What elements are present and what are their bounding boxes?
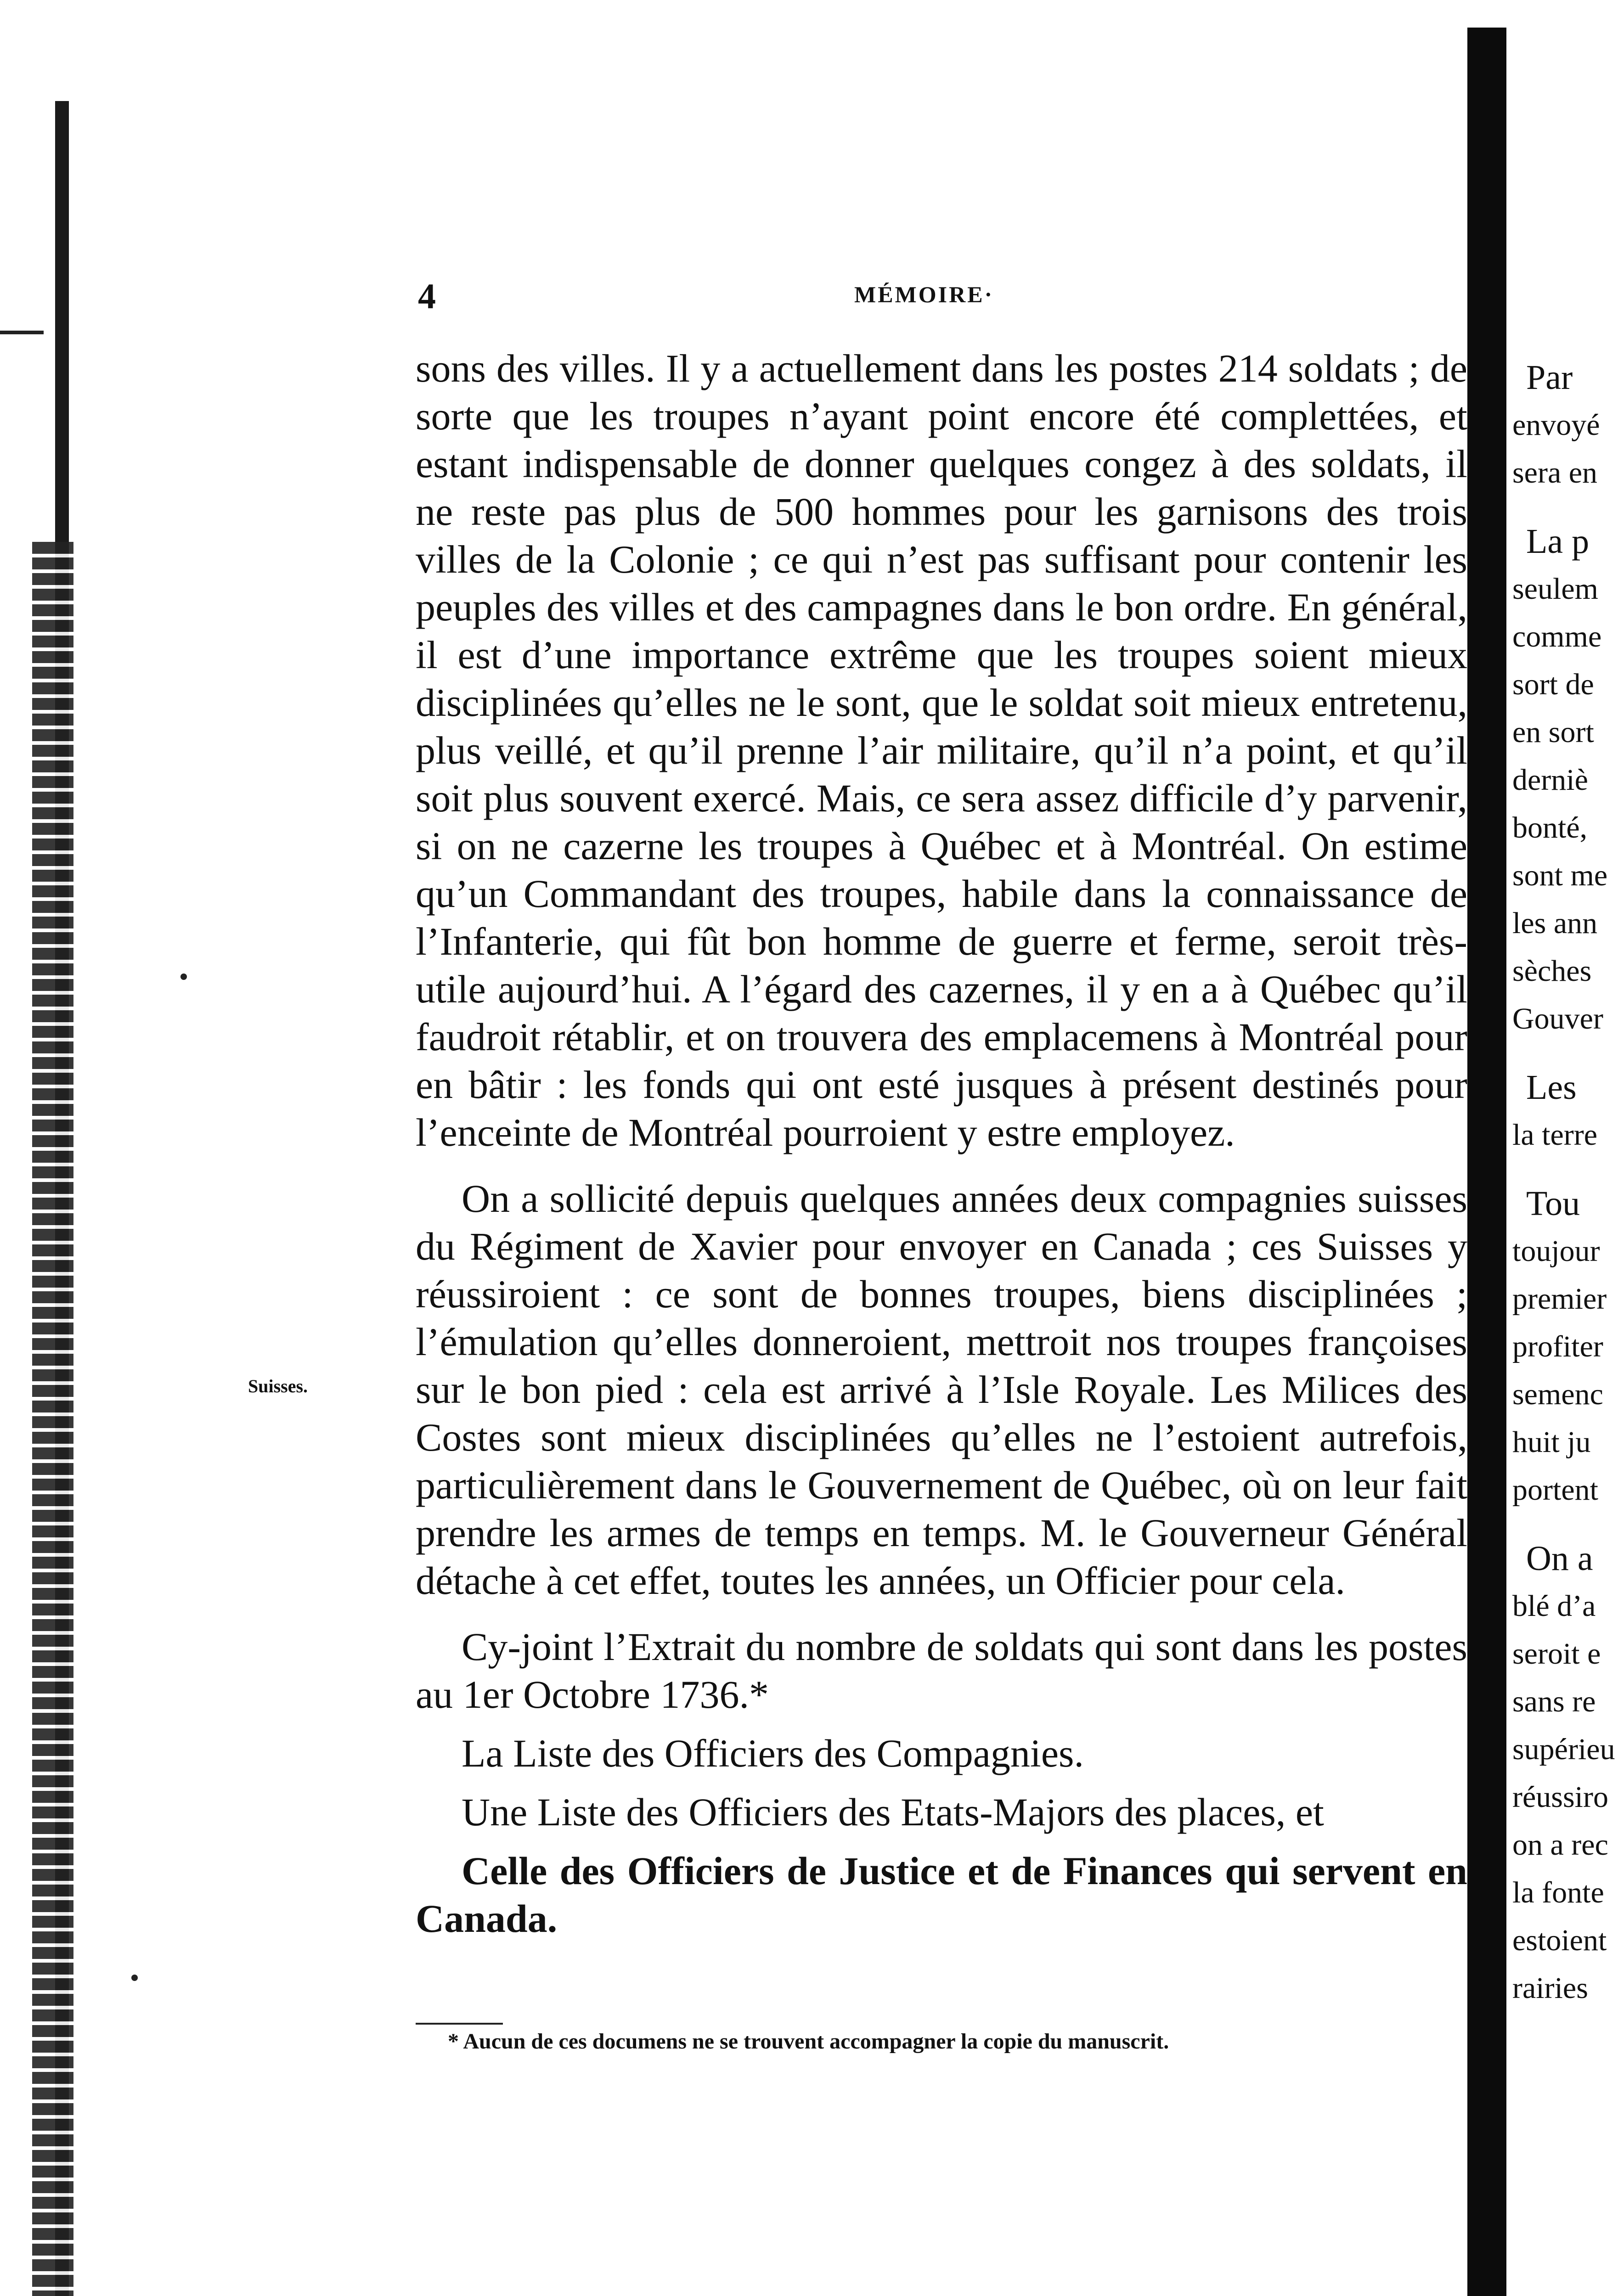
page-number: 4 <box>418 276 436 316</box>
fragment-gap <box>1512 1514 1618 1535</box>
facing-page-fragment <box>1512 354 1618 2012</box>
fragment-line: rairies <box>1512 1971 1588 2005</box>
fragment-line: sort de <box>1512 668 1594 701</box>
fragment-line: la fonte <box>1512 1876 1604 1909</box>
fragment-line: huit ju <box>1512 1425 1591 1459</box>
paragraph: Celle des Officiers de Justice et de Finances qui servent en Canada. <box>416 1849 1467 1941</box>
fragment-line: bonté, <box>1512 811 1588 844</box>
fragment-line: réussiro <box>1512 1780 1608 1814</box>
fragment-line: sans re <box>1512 1685 1596 1718</box>
fragment-line: la terre <box>1512 1118 1598 1152</box>
page-gutter <box>1467 28 1506 2296</box>
fragment-line: toujour <box>1512 1234 1600 1268</box>
paragraph: sons des villes. Il y a actuellement dans les postes 214 soldats ; de sorte que les troupes n’ayant point encore été complettées, et estant indispensable de donner quelques congez à des soldats, il ne reste pas plus de 500 hommes pour les garnisons des trois villes de la Colonie ; ce qui n’est pas suffisant pour contenir les peuples des villes et des campagnes dans le bon ordre. En général, il est d’une importance extrême que les troupes soient mieux disciplinées qu’elles ne le sont, que le soldat soit mieux entretenu, plus veillé, et qu’il prenne l’air militaire, qu’il n’a point, et qu’il soit plus souvent exercé. Mais, ce sera assez difficile d’y parvenir, si on ne cazerne les troupes à Québec et à Montréal. On estime qu’un Commandant des troupes, habile dans la connaissance de l’Infanterie, qui fût bon homme de guerre et ferme, seroit très-utile aujourd’hui. A l’égard des cazernes, il y en a à Québec qu’il faudroit rétablir, et on trouvera des emplacemens à Montréal pour en bâtir : les fonds qui ont esté jusques à présent destinés pour l’enceinte de Montréal pourroient y estre employez. <box>416 346 1467 1154</box>
fragment-line: Gouver <box>1512 1002 1603 1035</box>
fragment-gap <box>1512 1043 1618 1064</box>
fragment-gap <box>1512 1159 1618 1180</box>
fragment-line: seroit e <box>1512 1637 1601 1671</box>
fragment-line: comme <box>1512 620 1602 653</box>
margin-note: Suisses. <box>248 1376 308 1396</box>
fragment-line: les ann <box>1512 906 1598 940</box>
fragment-line: envoyé <box>1512 408 1600 442</box>
running-head: MÉMOIRE· <box>854 281 994 307</box>
fragment-line: Tou <box>1526 1184 1580 1223</box>
paragraph: Une Liste des Officiers des Etats-Majors des places, et <box>462 1790 1324 1834</box>
fragment-line: premier <box>1512 1282 1607 1316</box>
footnote-rule <box>416 2023 503 2025</box>
paragraph: Cy-joint l’Extrait du nombre de soldats qui sont dans les postes au 1er Octobre 1736.* <box>416 1625 1467 1716</box>
fragment-line: seulem <box>1512 572 1598 606</box>
paragraph: On a sollicité depuis quelques années deux compagnies suisses du Régiment de Xavier pour envoyer en Canada ; ces Suisses y réussiroient : ce sont de bonnes troupes, biens disciplinées ; l’émulation qu’elles donneroient, mettroit nos troupes françoises sur le bon pied : cela est arrivé à l’Isle Royale. Les Milices des Costes sont mieux disciplinées qu’elles ne l’estoient autrefois, particulièrement dans le Gouvernement de Québec, où on leur fait prendre les armes de temps en temps. M. le Gouverneur Général détache à cet effet, toutes les années, un Officier pour cela. <box>416 1176 1467 1603</box>
fragment-line: blé d’a <box>1512 1589 1596 1623</box>
fragment-line: sera en <box>1512 456 1598 490</box>
fragment-line: supérieu <box>1512 1733 1615 1766</box>
scan-speck <box>180 974 187 980</box>
fragment-line: La p <box>1526 522 1590 561</box>
scan-binding-shadow <box>32 542 73 2296</box>
footnote: * Aucun de ces documens ne se trouvent accompagner la copie du manuscrit. <box>448 2029 1169 2054</box>
fragment-line: en sort <box>1512 715 1594 749</box>
scan-speck <box>131 1975 138 1981</box>
main-text-column <box>416 344 1467 1961</box>
fragment-gap <box>1512 497 1618 518</box>
scan-mark <box>0 331 44 334</box>
fragment-line: derniè <box>1512 763 1588 797</box>
fragment-line: sont me <box>1512 859 1608 892</box>
paragraph: La Liste des Officiers des Compagnies. <box>462 1731 1084 1775</box>
fragment-line: Les <box>1526 1068 1577 1107</box>
fragment-line: estoient <box>1512 1924 1607 1957</box>
fragment-line: On a <box>1526 1539 1593 1578</box>
fragment-line: sèches <box>1512 954 1592 988</box>
fragment-line: Par <box>1526 358 1573 397</box>
fragment-line: semenc <box>1512 1378 1603 1411</box>
fragment-line: portent <box>1512 1473 1598 1507</box>
fragment-line: on a rec <box>1512 1828 1608 1862</box>
fragment-line: profiter <box>1512 1330 1603 1363</box>
